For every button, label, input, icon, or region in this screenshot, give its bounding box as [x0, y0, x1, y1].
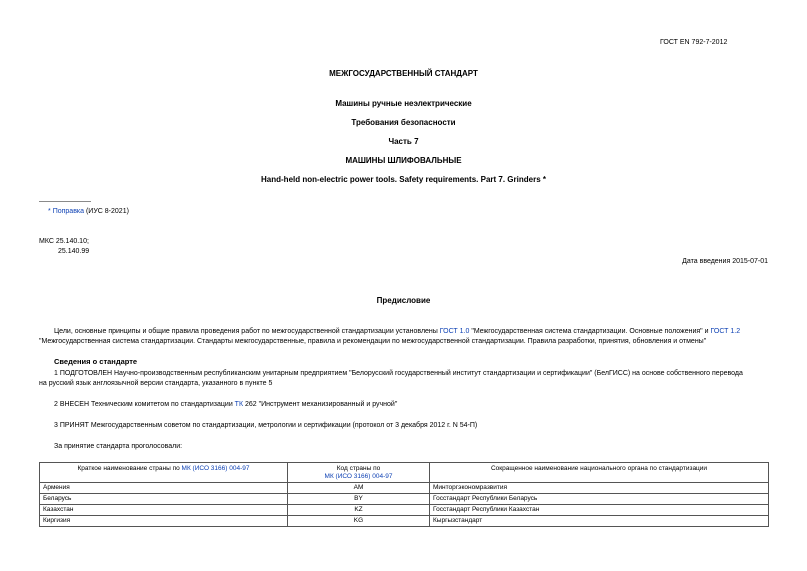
voted-label: За принятие стандарта проголосовали: [54, 443, 183, 450]
table-row [40, 505, 769, 516]
preface-paragraph-line-2: "Межгосударственная система стандартизации. Стандарты межгосударственные, правила и рекомендации по межгосударственной стандартизации. Правила разработки, принятия, обновления и отмены" [39, 338, 707, 345]
title-name: МАШИНЫ ШЛИФОВАЛЬНЫЕ [345, 156, 462, 165]
mk-iso-link-col2[interactable]: МК (ИСО 3166) 004-97 [324, 473, 393, 480]
table-row [40, 494, 769, 505]
column-header-country-text: Краткое наименование страны по [77, 465, 182, 472]
footnote-star: * [48, 208, 51, 215]
gost-1-0-link[interactable]: ГОСТ 1.0 [439, 328, 470, 335]
item-1-line-1: 1 ПОДГОТОВЛЕН Научно-производственным республиканским унитарным предприятием "Белорусский государственный институт стандартизации и сертификации" (БелГИСС) на основе собственного перевода [54, 370, 743, 377]
preface-heading: Предисловие [376, 296, 431, 305]
item-3: 3 ПРИНЯТ Межгосударственным советом по стандартизации, метрологии и сертификации (протокол от 3 декабря 2012 г. N 54-П) [54, 422, 478, 429]
gost-1-2-link[interactable]: ГОСТ 1.2 [710, 328, 741, 335]
cell-country: Беларусь [40, 494, 288, 505]
cell-code: AM [288, 483, 430, 494]
amendment-link[interactable]: Поправка [52, 208, 85, 215]
introduction-date: Дата введения 2015-07-01 [682, 258, 768, 265]
tk-link[interactable]: ТК [234, 401, 244, 408]
mks-line-1: МКС 25.140.10; [39, 238, 89, 245]
mk-iso-link-col1[interactable]: МК (ИСО 3166) 004-97 [181, 465, 250, 472]
mks-line-2: 25.140.99 [58, 248, 90, 255]
table-row [40, 516, 769, 527]
table-row [40, 483, 769, 494]
cell-country: Киргизия [40, 516, 288, 527]
preface-p1-text-b: "Межгосударственная система стандартизации. Основные положения" и [469, 328, 711, 335]
item-2-text-a: 2 ВНЕСЕН Техническим комитетом по стандартизации [54, 401, 235, 408]
title-part: Часть 7 [388, 137, 419, 146]
item-2-text-b: 262 "Инструмент механизированный и ручной" [243, 401, 398, 408]
cell-country: Армения [40, 483, 288, 494]
item-1-line-2: на русский язык англоязычной версии стандарта, указанного в пункте 5 [39, 380, 273, 387]
column-header-code-text: Код страны по [336, 465, 381, 472]
cell-code: BY [288, 494, 430, 505]
standard-info-heading: Сведения о стандарте [54, 357, 138, 366]
title-line-1: Машины ручные неэлектрические [335, 99, 472, 108]
preface-p1-text-a: Цели, основные принципы и общие правила проведения работ по межгосударственной стандартизации установлены [54, 328, 440, 335]
column-header-body: Сокращенное наименование национального органа по стандартизации [430, 463, 769, 483]
preface-paragraph-line-1 [54, 327, 740, 336]
cell-code: KZ [288, 505, 430, 516]
cell-body: Кыргызстандарт [430, 516, 769, 527]
table-header-row [40, 463, 769, 483]
title-english: Hand-held non-electric power tools. Safety requirements. Part 7. Grinders * [261, 175, 546, 184]
footnote [48, 207, 129, 216]
cell-code: KG [288, 516, 430, 527]
footnote-rule [39, 201, 91, 202]
cell-body: Госстандарт Республики Беларусь [430, 494, 769, 505]
cell-body: Минторгэкономразвития [430, 483, 769, 494]
standard-type-heading: МЕЖГОСУДАРСТВЕННЫЙ СТАНДАРТ [329, 69, 478, 78]
item-2 [54, 400, 397, 409]
document-code: ГОСТ EN 792-7-2012 [660, 39, 728, 46]
voting-countries-table [39, 462, 769, 527]
cell-body: Госстандарт Республики Казахстан [430, 505, 769, 516]
footnote-rest: (ИУС 8-2021) [84, 208, 129, 215]
cell-country: Казахстан [40, 505, 288, 516]
column-header-code [288, 463, 430, 483]
title-line-2: Требования безопасности [351, 118, 456, 127]
column-header-country [40, 463, 288, 483]
